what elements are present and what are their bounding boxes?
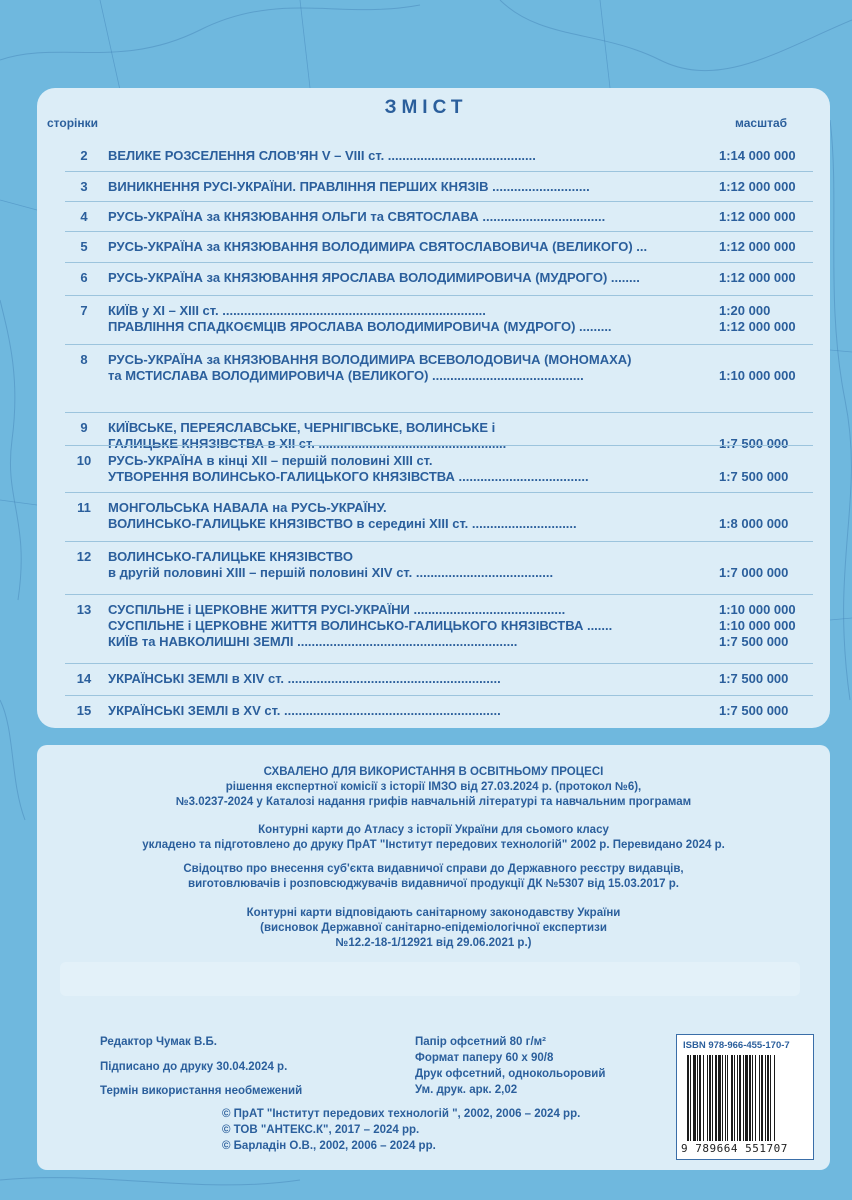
approval-block bbox=[37, 765, 830, 810]
toc-title: МОНГОЛЬСЬКА НАВАЛА на РУСЬ-УКРАЇНУ. bbox=[108, 500, 387, 515]
isbn-text: ISBN 978-966-455-170-7 bbox=[683, 1040, 790, 1051]
toc-title: СУСПІЛЬНЕ і ЦЕРКОВНЕ ЖИТТЯ РУСІ-УКРАЇНИ .......................................... bbox=[108, 602, 566, 617]
certificate-block bbox=[37, 862, 830, 892]
row-divider bbox=[65, 412, 813, 413]
page-number: 13 bbox=[76, 602, 92, 617]
row-divider bbox=[65, 201, 813, 202]
row-divider bbox=[65, 445, 813, 446]
toc-scale: 1:10 000 000 bbox=[719, 368, 796, 383]
barcode-image bbox=[685, 1055, 805, 1141]
toc-scale: 1:7 500 000 bbox=[719, 634, 789, 649]
approval-line: рішення експертної комісії з історії ІМЗО від 27.03.2024 р. (протокол №6), bbox=[225, 781, 642, 793]
approval-line: Контурні карти відповідають санітарному законодавству України bbox=[246, 907, 621, 919]
sanitary-block bbox=[37, 906, 830, 951]
barcode-bar bbox=[690, 1055, 691, 1141]
barcode-bar bbox=[687, 1055, 689, 1141]
page-number: 8 bbox=[80, 352, 88, 367]
toc-title: КИЇВСЬКЕ, ПЕРЕЯСЛАВСЬКЕ, ЧЕРНІГІВСЬКЕ, ВОЛИНСЬКЕ і bbox=[108, 420, 496, 435]
toc-title: РУСЬ-УКРАЇНА за КНЯЗЮВАННЯ ОЛЬГИ та СВЯТОСЛАВА .................................. bbox=[108, 209, 606, 224]
isbn-box bbox=[676, 1034, 814, 1160]
toc-scale: 1:12 000 000 bbox=[719, 209, 796, 224]
barcode-bar bbox=[725, 1055, 726, 1141]
approval-line: (висновок Державної санітарно-епідеміологічної експертизи bbox=[260, 922, 607, 934]
copyright-line: © ПрАТ "Інститут передових технологій ", 2002, 2006 – 2024 рр. bbox=[222, 1108, 581, 1120]
page-number: 7 bbox=[80, 303, 88, 318]
toc-title: КИЇВ у XI – XIII ст. ......................................................................... bbox=[108, 303, 486, 318]
barcode-bar bbox=[709, 1055, 711, 1141]
approval-line: Свідоцтво про внесення суб'єкта видавничої справи до Державного реєстру видавців, bbox=[183, 863, 684, 875]
approval-line: №3.0237-2024 у Каталозі надання грифів навчальній літературі та навчальним програмам bbox=[175, 796, 692, 808]
barcode-bar bbox=[699, 1055, 701, 1141]
barcode-bar bbox=[774, 1055, 775, 1141]
toc-title: ВОЛИНСЬКО-ГАЛИЦЬКЕ КНЯЗІВСТВО bbox=[108, 549, 353, 564]
page-number: 14 bbox=[76, 671, 92, 686]
barcode-bar bbox=[722, 1055, 723, 1141]
approval-line: №12.2-18-1/12921 від 29.06.2021 р.) bbox=[335, 937, 532, 949]
toc-scale: 1:7 500 000 bbox=[719, 436, 789, 451]
copyright-line: © Барладін О.В., 2002, 2006 – 2024 рр. bbox=[222, 1140, 436, 1152]
toc-title: ВИНИКНЕННЯ РУСІ-УКРАЇНИ. ПРАВЛІННЯ ПЕРШИХ КНЯЗІВ ........................... bbox=[108, 179, 590, 194]
barcode-bar bbox=[765, 1055, 766, 1141]
barcode-bar bbox=[703, 1055, 704, 1141]
barcode-bar bbox=[739, 1055, 741, 1141]
toc-scale: 1:7 000 000 bbox=[719, 565, 789, 580]
toc-scale: 1:20 000 bbox=[719, 303, 771, 318]
pages-column-header: сторінки bbox=[47, 116, 99, 130]
toc-scale: 1:14 000 000 bbox=[719, 148, 796, 163]
barcode-bar bbox=[707, 1055, 708, 1141]
toc-title: УКРАЇНСЬКІ ЗЕМЛІ в XIV ст. ........................................................... bbox=[108, 671, 501, 686]
scale-column-header: масштаб bbox=[735, 116, 788, 130]
toc-title: РУСЬ-УКРАЇНА за КНЯЗЮВАННЯ ВОЛОДИМИРА СВЯТОСЛАВОВИЧА (ВЕЛИКОГО) ... bbox=[108, 239, 648, 254]
barcode-bar bbox=[734, 1055, 735, 1141]
approval-line: СХВАЛЕНО ДЛЯ ВИКОРИСТАННЯ В ОСВІТНЬОМУ ПРОЦЕСІ bbox=[263, 766, 604, 778]
barcode-bar bbox=[745, 1055, 748, 1141]
toc-scale: 1:12 000 000 bbox=[719, 239, 796, 254]
row-divider bbox=[65, 231, 813, 232]
toc-scale: 1:10 000 000 bbox=[719, 618, 796, 633]
barcode-bar bbox=[731, 1055, 733, 1141]
page-number: 5 bbox=[80, 239, 88, 254]
toc-title: ВЕЛИКЕ РОЗСЕЛЕННЯ СЛОВ'ЯН V – VIII ст. ......................................... bbox=[108, 148, 536, 163]
page-number: 6 bbox=[80, 270, 88, 285]
toc-title: РУСЬ-УКРАЇНА в кінці XII – першій половині XIII ст. bbox=[108, 453, 433, 468]
page-number: 3 bbox=[80, 179, 88, 194]
page-number: 2 bbox=[80, 148, 88, 163]
sheets-text: Ум. друк. арк. 2,02 bbox=[415, 1084, 518, 1096]
barcode-bar bbox=[693, 1055, 696, 1141]
page-number: 4 bbox=[80, 209, 88, 224]
toc-scale: 1:12 000 000 bbox=[719, 270, 796, 285]
toc-title: в другій половині XIII – першій половині XIV ст. ...................................... bbox=[108, 565, 554, 580]
toc-title: КИЇВ та НАВКОЛИШНІ ЗЕМЛІ ............................................................. bbox=[108, 634, 518, 649]
paper-text: Папір офсетний 80 г/м² bbox=[415, 1036, 546, 1048]
toc-title: ГАЛИЦЬКЕ КНЯЗІВСТВА в XII ст. .................................................... bbox=[108, 436, 507, 451]
toc-scale: 1:7 500 000 bbox=[719, 469, 789, 484]
toc-scale: 1:7 500 000 bbox=[719, 671, 789, 686]
barcode-bar bbox=[752, 1055, 753, 1141]
barcode-bar bbox=[697, 1055, 698, 1141]
toc-title: РУСЬ-УКРАЇНА за КНЯЗЮВАННЯ ЯРОСЛАВА ВОЛОДИМИРОВИЧА (МУДРОГО) ........ bbox=[108, 270, 640, 285]
toc-title: УКРАЇНСЬКІ ЗЕМЛІ в XV ст. ............................................................ bbox=[108, 703, 501, 718]
page-number: 12 bbox=[76, 549, 92, 564]
page-number: 10 bbox=[76, 453, 92, 468]
barcode-bar bbox=[761, 1055, 763, 1141]
format-text: Формат паперу 60 x 90/8 bbox=[415, 1052, 554, 1064]
barcode-bar bbox=[712, 1055, 713, 1141]
barcode-bar bbox=[759, 1055, 760, 1141]
page-number: 15 bbox=[76, 703, 92, 718]
row-divider bbox=[65, 492, 813, 493]
copyright-line: © ТОВ "АНТЕКС.К", 2017 – 2024 рр. bbox=[222, 1124, 420, 1136]
approval-line: Контурні карти до Атласу з історії України для сьомого класу bbox=[258, 824, 609, 836]
toc-scale: 1:7 500 000 bbox=[719, 703, 789, 718]
signed-text: Підписано до друку 30.04.2024 р. bbox=[100, 1061, 288, 1073]
page-number: 9 bbox=[80, 420, 88, 435]
approval-line: укладено та підготовлено до друку ПрАТ "Інститут передових технологій" 2002 р. Перевидано 2024 р. bbox=[142, 839, 725, 851]
barcode-bar bbox=[770, 1055, 771, 1141]
toc-scale: 1:12 000 000 bbox=[719, 319, 796, 334]
toc-scale: 1:8 000 000 bbox=[719, 516, 789, 531]
row-divider bbox=[65, 541, 813, 542]
term-text: Термін використання необмежений bbox=[100, 1085, 303, 1097]
contents-title: ЗМІСТ bbox=[384, 97, 468, 118]
row-divider bbox=[65, 295, 813, 296]
barcode-number: 9 789664 551707 bbox=[681, 1142, 788, 1155]
approval-line: виготовлювачів і розповсюджувачів видавничої продукції ДК №5307 від 15.03.2017 р. bbox=[188, 878, 679, 890]
barcode-bar bbox=[737, 1055, 738, 1141]
toc-title: УТВОРЕННЯ ВОЛИНСЬКО-ГАЛИЦЬКОГО КНЯЗІВСТВА .................................... bbox=[108, 469, 589, 484]
row-divider bbox=[65, 695, 813, 696]
print-text: Друк офсетний, однокольоровий bbox=[415, 1068, 606, 1080]
barcode-bar bbox=[727, 1055, 728, 1141]
toc-title: РУСЬ-УКРАЇНА за КНЯЗЮВАННЯ ВОЛОДИМИРА ВСЕВОЛОДОВИЧА (МОНОМАХА) bbox=[108, 352, 632, 367]
blurred-region bbox=[60, 962, 800, 996]
barcode-bar bbox=[718, 1055, 721, 1141]
toc-scale: 1:10 000 000 bbox=[719, 602, 796, 617]
barcode-bar bbox=[767, 1055, 769, 1141]
barcode-bar bbox=[743, 1055, 744, 1141]
barcode-bar bbox=[749, 1055, 751, 1141]
row-divider bbox=[65, 663, 813, 664]
toc-title: ВОЛИНСЬКО-ГАЛИЦЬКЕ КНЯЗІВСТВО в середині XIII ст. ............................. bbox=[108, 516, 577, 531]
barcode-bar bbox=[715, 1055, 717, 1141]
row-divider bbox=[65, 262, 813, 263]
toc-title: ПРАВЛІННЯ СПАДКОЄМЦІВ ЯРОСЛАВА ВОЛОДИМИРОВИЧА (МУДРОГО) ......... bbox=[108, 319, 612, 334]
barcode-bar bbox=[755, 1055, 756, 1141]
page-number: 11 bbox=[77, 500, 91, 515]
editor-text: Редактор Чумак В.Б. bbox=[100, 1036, 217, 1048]
toc-scale: 1:12 000 000 bbox=[719, 179, 796, 194]
row-divider bbox=[65, 594, 813, 595]
publisher-block bbox=[37, 823, 830, 853]
row-divider bbox=[65, 171, 813, 172]
row-divider bbox=[65, 344, 813, 345]
toc-title: та МСТИСЛАВА ВОЛОДИМИРОВИЧА (ВЕЛИКОГО) .......................................... bbox=[108, 368, 584, 383]
toc-title: СУСПІЛЬНЕ і ЦЕРКОВНЕ ЖИТТЯ ВОЛИНСЬКО-ГАЛИЦЬКОГО КНЯЗІВСТВА ....... bbox=[108, 618, 613, 633]
